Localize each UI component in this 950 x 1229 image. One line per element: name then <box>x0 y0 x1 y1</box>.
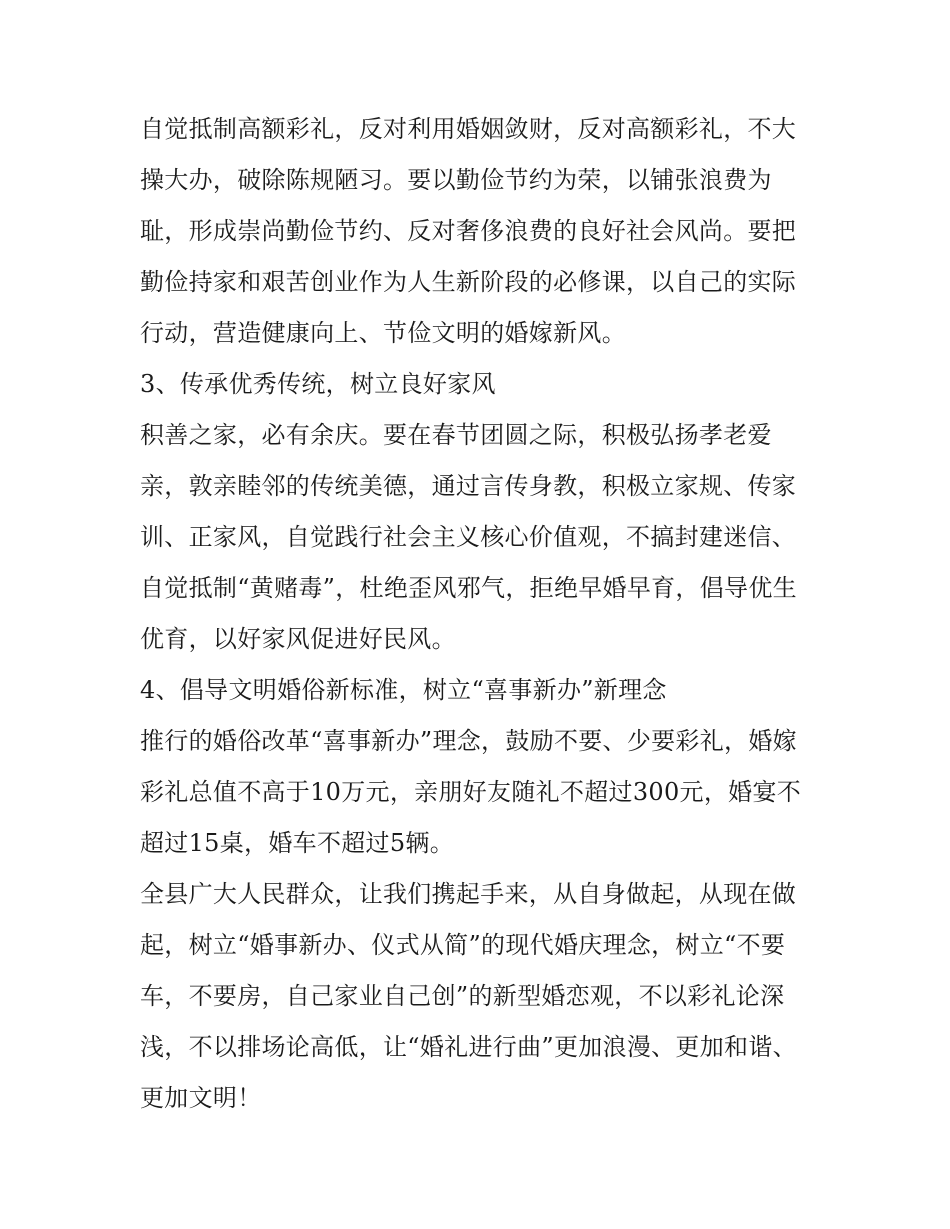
paragraph-family-tradition: 积善之家，必有余庆。要在春节团圆之际，积极弘扬孝老爱亲，敦亲睦邻的传统美德，通过言传身教，积极立家规、传家训、正家风，自觉践行社会主义核心价值观，不搞封建迷信、自觉抵制“黄赌毒”，杜绝歪风邪气，拒绝早婚早育，倡导优生优育，以好家风促进好民风。 <box>140 421 797 653</box>
document-body <box>140 104 820 1124</box>
paragraph-wedding-standards: 推行的婚俗改革“喜事新办”理念，鼓励不要、少要彩礼，婚嫁彩礼总值不高于10万元，亲朋好友随礼不超过300元，婚宴不超过15桌，婚车不超过5辆。 <box>140 727 802 857</box>
paragraph-frugal-wedding: 自觉抵制高额彩礼，反对利用婚姻敛财，反对高额彩礼，不大操大办，破除陈规陋习。要以勤俭节约为荣，以铺张浪费为耻，形成崇尚勤俭节约、反对奢侈浪费的良好社会风尚。要把勤俭持家和艰苦创业作为人生新阶段的必修课，以自己的实际行动，营造健康向上、节俭文明的婚嫁新风。 <box>140 115 797 347</box>
paragraph-closing-appeal: 全县广大人民群众，让我们携起手来，从自身做起，从现在做起，树立“婚事新办、仪式从简”的现代婚庆理念，树立“不要车，不要房，自己家业自己创”的新型婚恋观，不以彩礼论深浅，不以排场论高低，让“婚礼进行曲”更加浪漫、更加和谐、更加文明！ <box>140 880 797 1112</box>
section-heading-4: 4、倡导文明婚俗新标准，树立“喜事新办”新理念 <box>140 676 667 704</box>
section-heading-3: 3、传承优秀传统，树立良好家风 <box>140 370 496 398</box>
